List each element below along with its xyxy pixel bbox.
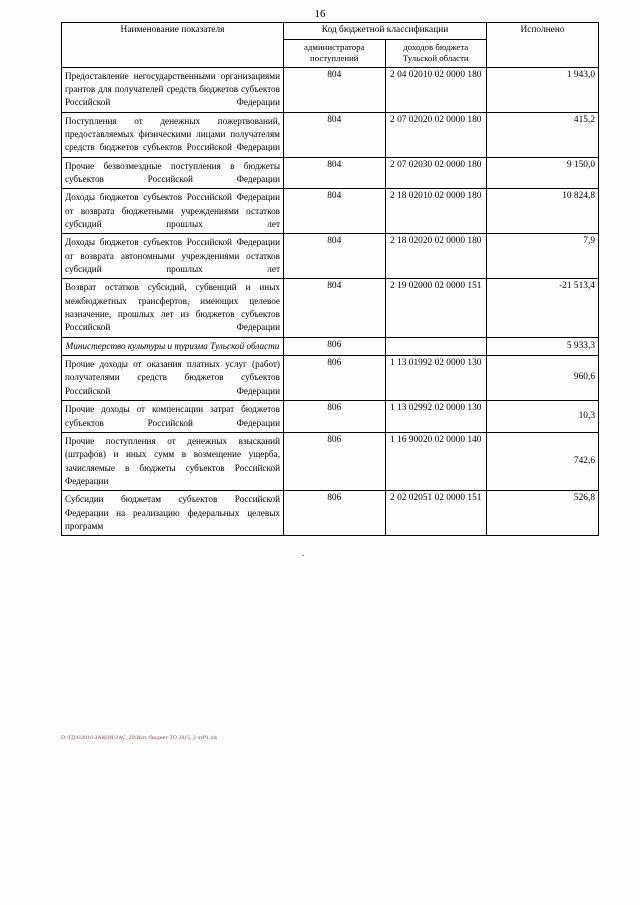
cell-administrator-code: 804 — [284, 189, 386, 234]
table-row — [62, 189, 599, 234]
table-row — [62, 112, 599, 157]
table-row — [62, 337, 599, 355]
cell-income-code — [385, 337, 487, 355]
column-header-code-group: Код бюджетной классификации — [284, 23, 487, 40]
cell-administrator-code: 804 — [284, 234, 386, 279]
cell-income-code: 1 16 90020 02 0000 140 — [385, 432, 487, 490]
cell-income-code: 1 13 01992 02 0000 130 — [385, 356, 487, 401]
table-row — [62, 432, 599, 490]
cell-administrator-code: 804 — [284, 67, 386, 112]
cell-income-code: 2 19 02000 02 0000 151 — [385, 279, 487, 337]
table-row — [62, 157, 599, 189]
column-header-income: доходов бюджета Тульской области — [385, 39, 487, 67]
cell-executed-amount: 7,9 — [487, 234, 599, 279]
cell-executed-amount: -21 513,4 — [487, 279, 599, 337]
cell-indicator-name: Возврат остатков субсидий, субвенций и иных межбюджетных трансфертов, имеющих целевое назначение, прошлых лет из бюджетов субъектов Российской Федерации — [62, 279, 284, 337]
footer-file-path: D:\ГД\6\2016\ЗАКОН\ЗАС_29\Исп. бюджет ТО 2015_2 чтР1.xls — [61, 735, 218, 741]
cell-administrator-code: 804 — [284, 279, 386, 337]
cell-indicator-name: Поступления от денежных пожертвований, предоставляемых физическими лицами получателям средств бюджетов субъектов Российской Федерации — [62, 112, 284, 157]
table-row — [62, 401, 599, 433]
table-body — [62, 67, 599, 536]
cell-administrator-code: 804 — [284, 157, 386, 189]
table-row — [62, 67, 599, 112]
cell-indicator-name: Прочие доходы от компенсации затрат бюджетов субъектов Российской Федерации — [62, 401, 284, 433]
stray-dot-mark: . — [302, 548, 305, 558]
cell-executed-amount: 10,3 — [487, 401, 599, 433]
table-header-row-top — [62, 23, 599, 40]
cell-indicator-name: Предоставление негосударственными организациями грантов для получателей средств бюджетов субъектов Российской Федерации — [62, 67, 284, 112]
cell-administrator-code: 806 — [284, 337, 386, 355]
cell-income-code: 1 13 02992 02 0000 130 — [385, 401, 487, 433]
cell-administrator-code: 806 — [284, 491, 386, 536]
cell-administrator-code: 806 — [284, 356, 386, 401]
cell-indicator-name: Прочие поступления от денежных взысканий (штрафов) и иных сумм в возмещение ущерба, зачисляемые в бюджеты субъектов Российской Федерации — [62, 432, 284, 490]
cell-executed-amount: 960,6 — [487, 356, 599, 401]
page-number: 16 — [314, 8, 326, 20]
table-header — [62, 23, 599, 68]
cell-administrator-code: 806 — [284, 432, 386, 490]
cell-indicator-name: Доходы бюджетов субъектов Российской Федерации от возврата бюджетными учреждениями остатков субсидий прошлых лет — [62, 189, 284, 234]
cell-executed-amount: 526,8 — [487, 491, 599, 536]
table-row — [62, 234, 599, 279]
cell-indicator-name: Субсидии бюджетам субъектов Российской Федерации на реализацию федеральных целевых программ — [62, 491, 284, 536]
cell-administrator-code: 806 — [284, 401, 386, 433]
cell-indicator-name: Прочие доходы от оказания платных услуг (работ) получателями средств бюджетов субъектов Российской Федерации — [62, 356, 284, 401]
cell-executed-amount: 1 943,0 — [487, 67, 599, 112]
cell-income-code: 2 07 02030 02 0000 180 — [385, 157, 487, 189]
table-row — [62, 356, 599, 401]
cell-income-code: 2 18 02010 02 0000 180 — [385, 189, 487, 234]
cell-executed-amount: 5 933,3 — [487, 337, 599, 355]
table-row — [62, 491, 599, 536]
cell-indicator-name: Доходы бюджетов субъектов Российской Федерации от возврата автономными учреждениями остатков субсидий прошлых лет — [62, 234, 284, 279]
cell-executed-amount: 742,6 — [487, 432, 599, 490]
cell-income-code: 2 04 02010 02 0000 180 — [385, 67, 487, 112]
cell-executed-amount: 415,2 — [487, 112, 599, 157]
column-header-administrator: администратора поступлений — [284, 39, 386, 67]
table-row — [62, 279, 599, 337]
cell-indicator-name: Прочие безвозмездные поступления в бюджеты субъектов Российской Федерации — [62, 157, 284, 189]
cell-executed-amount: 10 824,8 — [487, 189, 599, 234]
column-header-name: Наименование показателя — [62, 23, 284, 68]
cell-indicator-name: Министерство культуры и туризма Тульской области — [62, 337, 284, 355]
budget-classification-table — [61, 22, 599, 536]
cell-administrator-code: 804 — [284, 112, 386, 157]
cell-income-code: 2 07 02020 02 0000 180 — [385, 112, 487, 157]
cell-executed-amount: 9 150,0 — [487, 157, 599, 189]
column-header-executed: Исполнено — [487, 23, 599, 68]
cell-income-code: 2 02 02051 02 0000 151 — [385, 491, 487, 536]
cell-income-code: 2 18 02020 02 0000 180 — [385, 234, 487, 279]
